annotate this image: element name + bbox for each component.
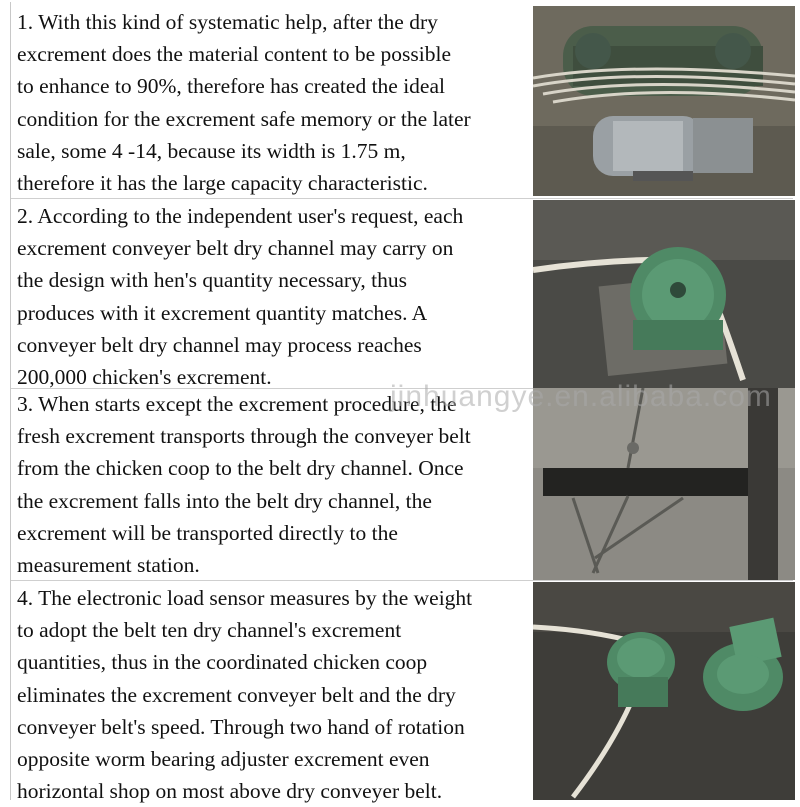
row-3-text xyxy=(17,388,529,581)
text-line: conveyer belt's speed. Through two hand of rotation xyxy=(17,714,465,739)
table-row-3 xyxy=(11,388,793,581)
text-line: produces with it excrement quantity matches. A xyxy=(17,300,428,325)
text-line: condition for the excrement safe memory or the later xyxy=(17,106,471,131)
photo-pulley xyxy=(533,200,795,388)
text-line: eliminates the excrement conveyer belt and the dry xyxy=(17,682,456,707)
text-line: 1. With this kind of systematic help, after the dry xyxy=(17,10,438,34)
text-line: the design with hen's quantity necessary, thus xyxy=(17,268,408,293)
text-line: to adopt the belt ten dry channel's excrement xyxy=(17,618,402,643)
text-line: opposite worm bearing adjuster excrement even xyxy=(17,747,430,772)
photo-channel-bracket xyxy=(533,388,795,580)
text-line: excrement does the material content to be possible xyxy=(17,42,452,67)
photo-motor-drive xyxy=(533,6,795,196)
text-line: from the chicken coop to the belt dry channel. Once xyxy=(17,456,464,481)
text-line: quantities, thus in the coordinated chicken coop xyxy=(17,650,428,675)
text-line: therefore it has the large capacity characteristic. xyxy=(17,171,428,196)
text-line: conveyer belt dry channel may process reaches xyxy=(17,332,422,357)
table-row-1 xyxy=(11,2,793,199)
text-line: measurement station. xyxy=(17,553,200,578)
text-line: the excrement falls into the belt dry channel, the xyxy=(17,488,432,513)
watermark: jinhuangye.en.alibaba.com xyxy=(390,380,772,413)
text-line: 2. According to the independent user's request, each xyxy=(17,204,464,228)
row-1-text xyxy=(17,6,529,199)
text-line: 4. The electronic load sensor measures by the weight xyxy=(17,586,473,610)
text-line: to enhance to 90%, therefore has created the ideal xyxy=(17,74,445,99)
text-line: excrement will be transported directly to the xyxy=(17,520,398,545)
text-line: fresh excrement transports through the conveyer belt xyxy=(17,424,471,449)
text-line: 3. When starts except the excrement procedure, the xyxy=(17,392,457,416)
text-line: sale, some 4 -14, because its width is 1.75 m, xyxy=(17,138,406,163)
text-line: excrement conveyer belt dry channel may carry on xyxy=(17,236,454,261)
row-4-text xyxy=(17,582,529,807)
table-row-2 xyxy=(11,198,793,389)
row-2-text xyxy=(17,200,529,393)
table-row-4 xyxy=(11,580,793,804)
text-line: horizontal shop on most above dry conveyer belt. xyxy=(17,779,443,804)
photo-load-sensor xyxy=(533,582,795,800)
text-line: 200,000 chicken's excrement. xyxy=(17,365,272,390)
